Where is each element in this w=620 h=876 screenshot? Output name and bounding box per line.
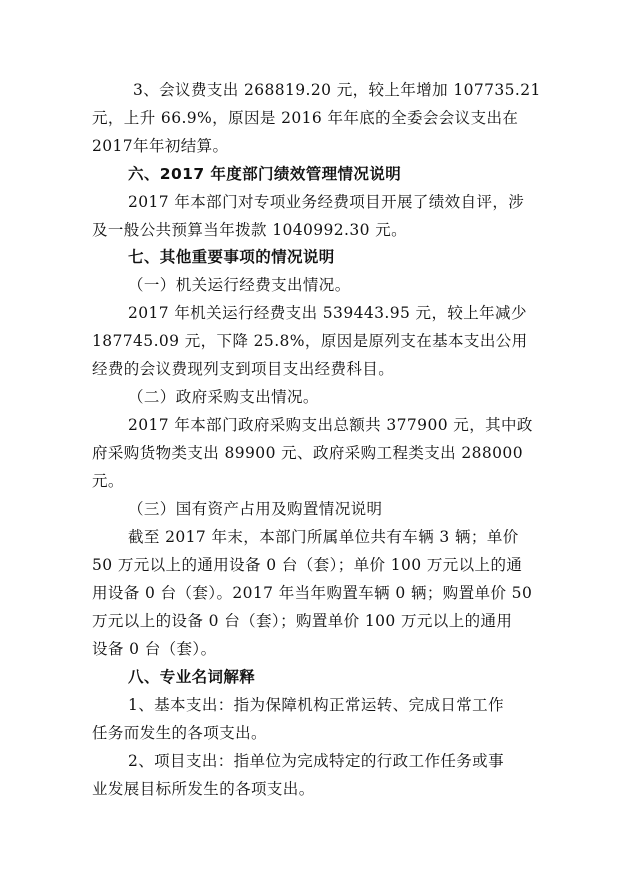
paragraph-line: 任务而发生的各项支出。: [92, 724, 267, 742]
paragraph-line: 1、基本支出：指为保障机构正常运转、完成日常工作: [128, 696, 504, 714]
paragraph-line: 元，上升 66.9%，原因是 2016 年年底的全委会会议支出在: [92, 109, 519, 127]
paragraph-line: 经费的会议费现列支到项目支出经费科目。: [92, 360, 395, 378]
paragraph-line: 2017年年初结算。: [92, 137, 229, 155]
paragraph-line: 截至 2017 年末，本部门所属单位共有车辆 3 辆；单价: [128, 528, 519, 546]
paragraph-line: 50 万元以上的通用设备 0 台（套）；单价 100 万元以上的通: [92, 556, 523, 574]
paragraph-line: 2017 年本部门政府采购支出总额共 377900 元，其中政: [128, 416, 533, 434]
subsection-heading: （一）机关运行经费支出情况。: [128, 276, 351, 294]
paragraph-line: 2、项目支出：指单位为完成特定的行政工作任务或事: [128, 752, 504, 770]
paragraph-line: 2017 年本部门对专项业务经费项目开展了绩效自评，涉: [128, 193, 525, 211]
paragraph-line: 2017 年机关运行经费支出 539443.95 元，较上年减少: [128, 304, 527, 322]
section-heading: 六、2017 年度部门绩效管理情况说明: [128, 165, 402, 183]
paragraph-line: 元。: [92, 472, 124, 490]
section-heading: 七、其他重要事项的情况说明: [128, 248, 335, 266]
paragraph-line: 及一般公共预算当年拨款 1040992.30 元。: [92, 221, 408, 239]
paragraph-line: 万元以上的设备 0 台（套）；购置单价 100 万元以上的通用: [92, 612, 513, 630]
paragraph-line: 用设备 0 台（套）。2017 年当年购置车辆 0 辆；购置单价 50: [92, 584, 533, 602]
paragraph-line: 业发展目标所发生的各项支出。: [92, 780, 315, 798]
subsection-heading: （三）国有资产占用及购置情况说明: [128, 500, 383, 518]
paragraph-line: 设备 0 台（套）。: [92, 640, 217, 658]
section-heading: 八、专业名词解释: [128, 668, 256, 686]
subsection-heading: （二）政府采购支出情况。: [128, 388, 319, 406]
paragraph-line: 府采购货物类支出 89900 元、政府采购工程类支出 288000: [92, 444, 523, 462]
paragraph-line: 3、会议费支出 268819.20 元，较上年增加 107735.21: [133, 81, 541, 99]
paragraph-line: 187745.09 元，下降 25.8%，原因是原列支在基本支出公用: [92, 332, 528, 350]
